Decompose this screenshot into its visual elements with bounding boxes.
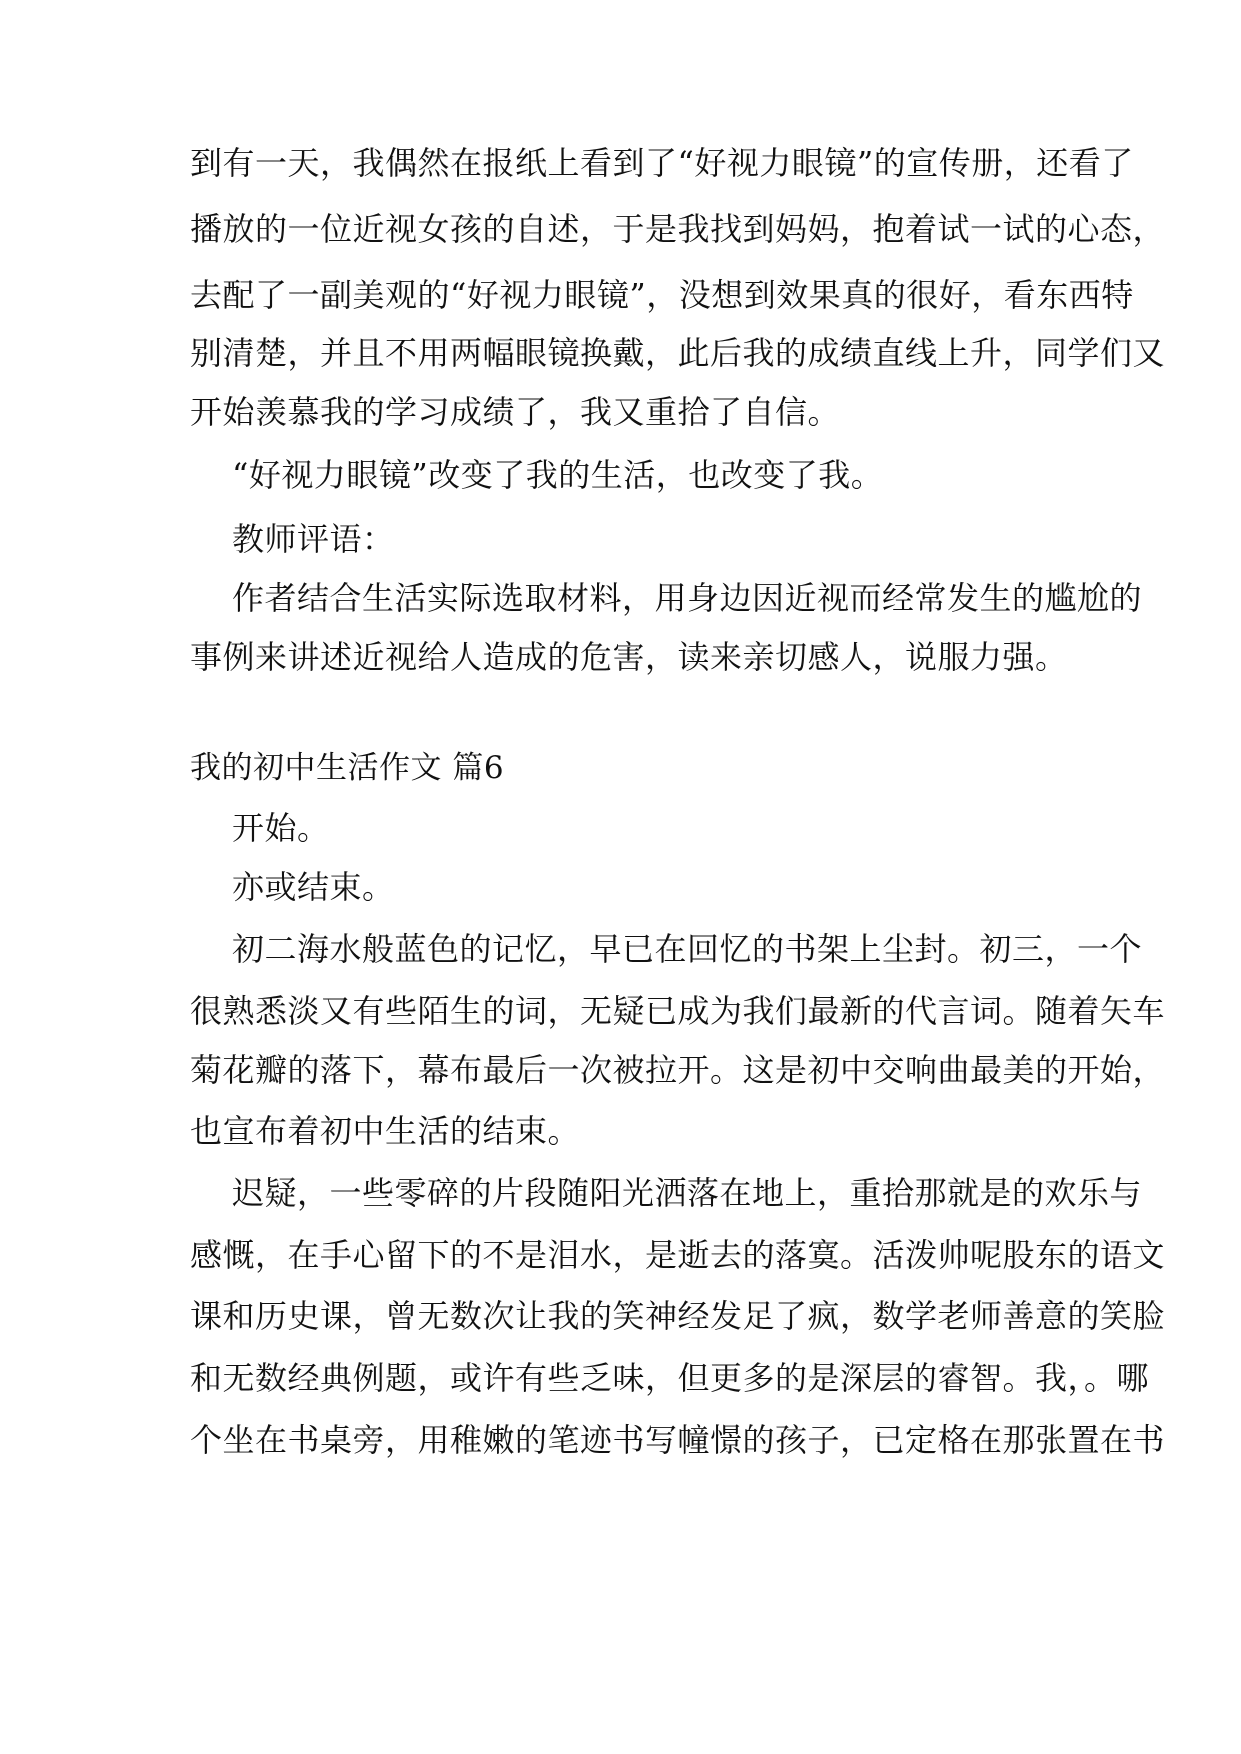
text-line: 也宣布着初中生活的结束。 bbox=[190, 1112, 581, 1150]
text-line: 菊花瓣的落下，幕布最后一次被拉开。这是初中交响曲最美的开始， bbox=[190, 1051, 1166, 1089]
text-line: 作者结合生活实际选取材料，用身边因近视而经常发生的尴尬的 bbox=[232, 579, 1143, 617]
text-line: 播放的一位近视女孩的自述，于是我找到妈妈，抱着试一试的心态， bbox=[190, 210, 1166, 248]
text-line: 和无数经典例题，或许有些乏味，但更多的是深层的睿智。我，。哪 bbox=[190, 1359, 1150, 1397]
text-line: 个坐在书桌旁，用稚嫩的笔迹书写幢憬的孩子，已定格在那张置在书 bbox=[190, 1421, 1166, 1459]
text-line: 迟疑，一些零碎的片段随阳光洒落在地上，重拾那就是的欢乐与 bbox=[232, 1174, 1143, 1212]
text-line: 开始。 bbox=[232, 809, 330, 847]
text-line: 事例来讲述近视给人造成的危害，读来亲切感人，说服力强。 bbox=[190, 638, 1068, 676]
text-line: 初二海水般蓝色的记忆，早已在回忆的书架上尘封。初三，一个 bbox=[232, 930, 1143, 968]
text-line: 很熟悉淡又有些陌生的词，无疑已成为我们最新的代言词。随着矢车 bbox=[190, 992, 1166, 1030]
text-line: 别清楚，并且不用两幅眼镜换戴，此后我的成绩直线上升，同学们又 bbox=[190, 334, 1166, 372]
text-line: “好视力眼镜”改变了我的生活，也改变了我。 bbox=[232, 456, 884, 494]
text-line: 去配了一副美观的“好视力眼镜”，没想到效果真的很好，看东西特 bbox=[190, 276, 1134, 314]
section-title: 我的初中生活作文 篇6 bbox=[190, 750, 505, 786]
text-line: 亦或结束。 bbox=[232, 868, 395, 906]
text-line: 感慨，在手心留下的不是泪水，是逝去的落寞。活泼帅呢股东的语文 bbox=[190, 1236, 1166, 1274]
text-line: 课和历史课，曾无数次让我的笑神经发足了疯，数学老师善意的笑脸 bbox=[190, 1297, 1166, 1335]
text-line: 教师评语： bbox=[232, 520, 395, 558]
text-line: 开始羡慕我的学习成绩了，我又重拾了自信。 bbox=[190, 393, 841, 431]
text-line: 到有一天，我偶然在报纸上看到了“好视力眼镜”的宣传册，还看了 bbox=[190, 144, 1134, 182]
